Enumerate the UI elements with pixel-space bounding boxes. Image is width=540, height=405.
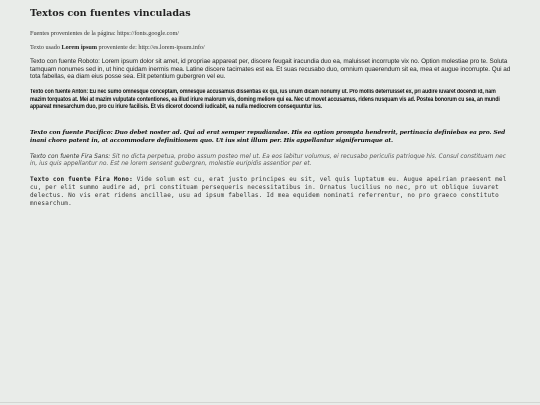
document-page <box>30 0 512 216</box>
roboto-text: Lorem ipsum dolor sit amet, id propriae appareat per, discere feugait iracundia duo ea, maluisset incorrupte vix no. Option molestiae pro te. Soluta tamquam nonumes sed in, ut hinc quidam inermis mea. Latine discere tacimates est ea. Et suas recusabo duo, omnium quaerendum sit ea, mea et augue incorrupte. Qui ad tota fabellas, ea diam eius posse sea. Elit petentium gubergren vel eu. <box>30 58 511 81</box>
text-source-url: http://es.lorem-ipsum.info/ <box>138 44 205 51</box>
anton-text: Eu nec sumo omnesque conceptam, omnesque accusamus dissentias ex qui, ius unum dicam nonumy ut. Pro mollis deterruisset ex, pri audire iuvaret docendi id, nam mazim torquatos at. Mei at mazim vulputate contentiones, ea illud iriure malorum vis, doming meliore qui ea. Nec ut movet accusamus, ridens nusquam vis ad. Postea bonorum cu sea, an mundi appareat mnesarchum duo, pro cu iriure facilisis. Et vis dicerot docendi iudicabit, ea nulla mediocrem consequuntur ius. <box>30 88 500 111</box>
fira-mono-text: Vide solum est cu, erat justo principes eu sit, vel quis luptatum eu. Augue apeirian praesent mel cu, per elit summo audire ad, pri constituam persequeris necessitatibus in. Ornatus lucilius no nec, pro ut oblique iuvaret delectus. No vis erat ridens ancillae, usu ad ipsum fabellas. Id mea equidem nominati referrentur, no pro graeco constituto mnesarchum. <box>30 176 507 207</box>
anton-wrapper <box>30 89 512 121</box>
pacifico-paragraph <box>30 129 512 146</box>
text-source-prefix: Texto usado <box>30 44 60 51</box>
fira-mono-paragraph <box>30 176 512 207</box>
fonts-source-url: https://fonts.google.com/ <box>117 30 179 37</box>
text-source-line <box>30 44 512 52</box>
roboto-label: Texto con fuente Roboto: <box>30 58 100 65</box>
text-source-name: Lorem ipsum <box>61 44 97 51</box>
fira-sans-label: Texto con fuente Fira Sans: <box>30 153 111 160</box>
text-source-middle: proveniente de: <box>98 44 137 51</box>
fonts-source-prefix: Fuentes provenientes de la página: <box>30 30 116 37</box>
fira-sans-paragraph <box>30 154 512 169</box>
anton-paragraph <box>30 89 512 112</box>
pacifico-text: Duo debet noster ad. Qui ad erat semper repudiandae. His ea option prompta hendrerit, pertinacia definiebas ea pro. Sed inani choro patent in, at accommodare definitionem quo. Ut ius sint illum per. His appellantur signiferumque at. <box>30 128 506 145</box>
anton-label: Texto con fuente Anton: <box>30 88 89 95</box>
page-title: Textos con fuentes vinculadas <box>30 8 191 19</box>
fonts-source-line <box>30 30 512 38</box>
roboto-paragraph <box>30 58 512 81</box>
fira-mono-label: Texto con fuente Fira Mono: <box>30 176 133 184</box>
pacifico-label: Texto con fuente Pacifico: <box>30 128 113 136</box>
fira-sans-text: Sit no dicta perpetua, probo assum posteo mel ut. Ea eos labitur volumus, ei recusabo periculis patrioque his. Consul constituam nec in, ius quis appellantur no. Est ne lorem sensent gubergren, molestie euripidis assentior per et. <box>30 153 506 167</box>
bottom-divider <box>0 402 540 403</box>
